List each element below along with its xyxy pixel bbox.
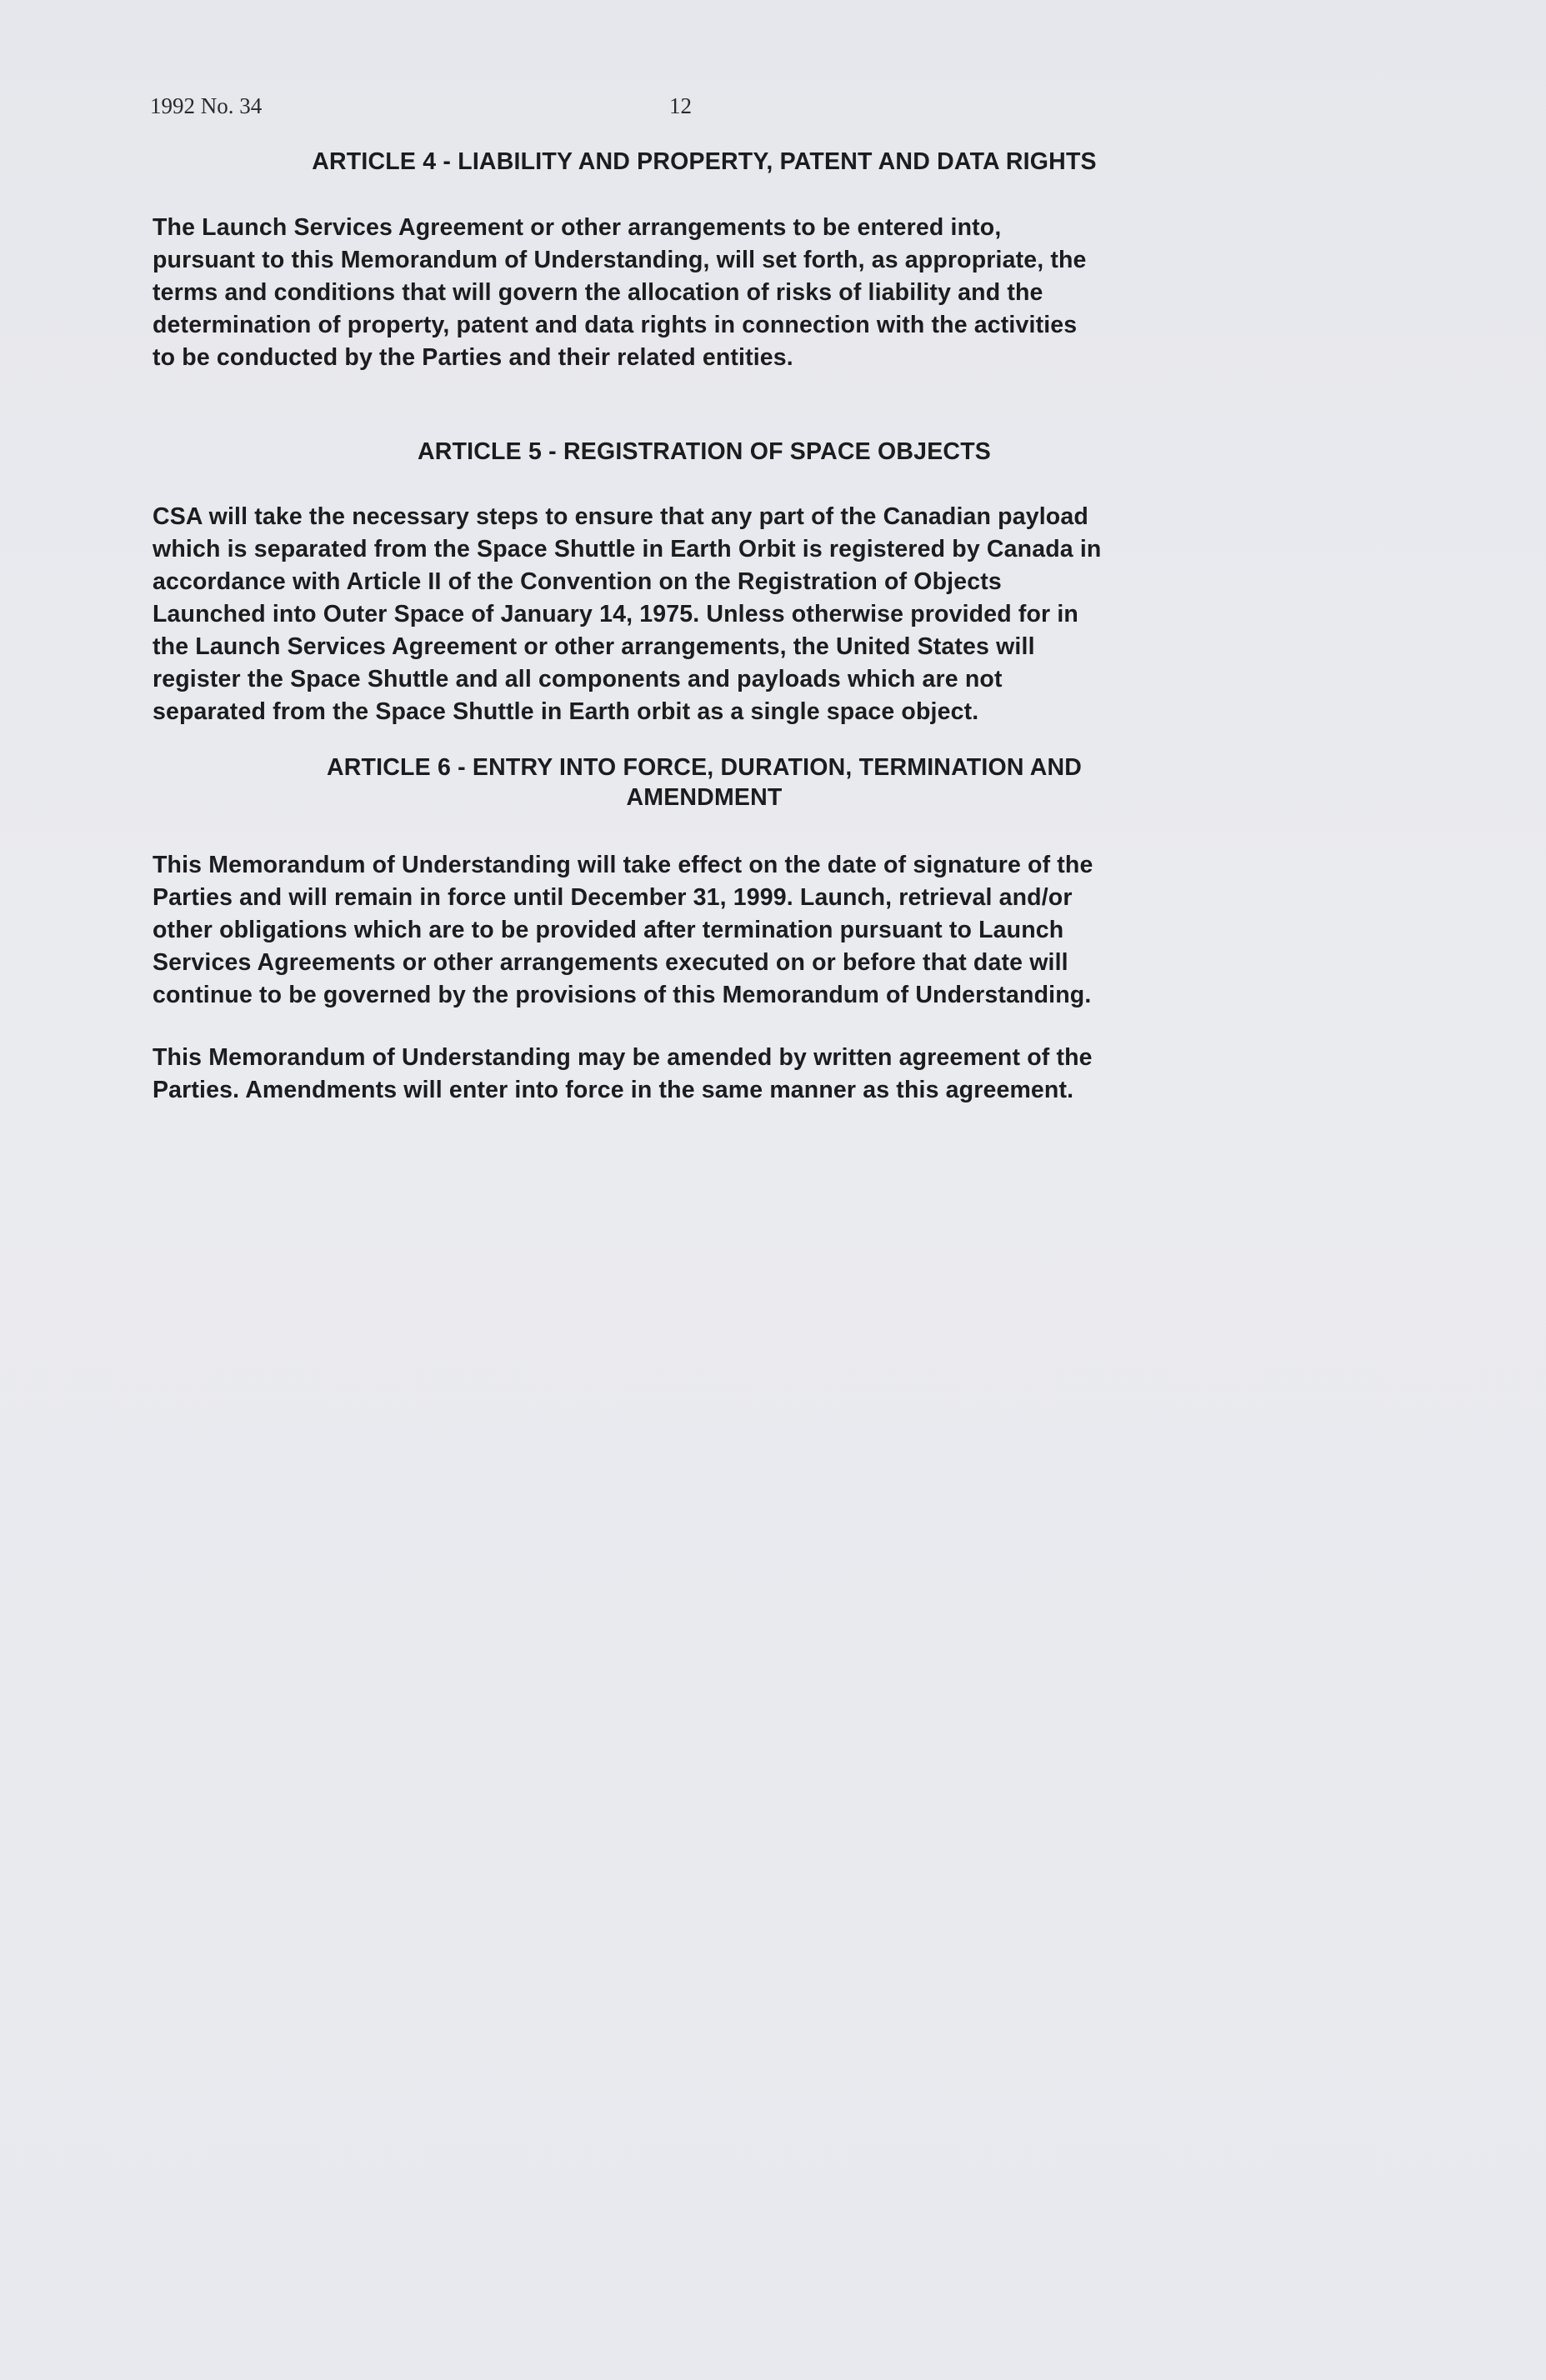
article-6-title-line-1: ARTICLE 6 - ENTRY INTO FORCE, DURATION, TERMINATION AND [326,754,1083,781]
page-number: 12 [669,93,692,118]
article-6-paragraph-2: This Memorandum of Understanding may be amended by written agreement of the Parties. Amendments will enter into force in the same manner as this agreement. [153,1044,1093,1103]
article-6-paragraph-1: This Memorandum of Understanding will take effect on the date of signature of the Parties and will remain in force until December 31, 1999. Launch, retrieval and/or other obligations which are to be provided after termination pursuant to Launch Services Agreements or other arrangements executed on or before that date will continue to be governed by the provisions of this Memorandum of Understanding. [153,852,1093,1008]
article-4-title: ARTICLE 4 - LIABILITY AND PROPERTY, PATENT AND DATA RIGHTS [312,148,1097,175]
article-4-paragraph: The Launch Services Agreement or other arrangements to be entered into, pursuant to this Memorandum of Understanding, will set forth, as appropriate, the terms and conditions that will govern the allocation of risks of liability and the determination of property, patent and data rights in connection with the activities to be conducted by the Parties and their related entities. [153,214,1087,371]
article-5-paragraph: CSA will take the necessary steps to ensure that any part of the Canadian payload which is separated from the Space Shuttle in Earth Orbit is registered by Canada in accordance with Article II of the Convention on the Registration of Objects Launched into Outer Space of January 14, 1975. Unless otherwise provided for in the Launch Services Agreement or other arrangements, the United States will register the Space Shuttle and all components and payloads which are not separated from the Space Shuttle in Earth orbit as a single space object. [153,503,1102,725]
article-5-title: ARTICLE 5 - REGISTRATION OF SPACE OBJECTS [417,438,992,465]
document-reference: 1992 No. 34 [150,93,263,118]
article-6-title-line-2: AMENDMENT [626,784,783,811]
